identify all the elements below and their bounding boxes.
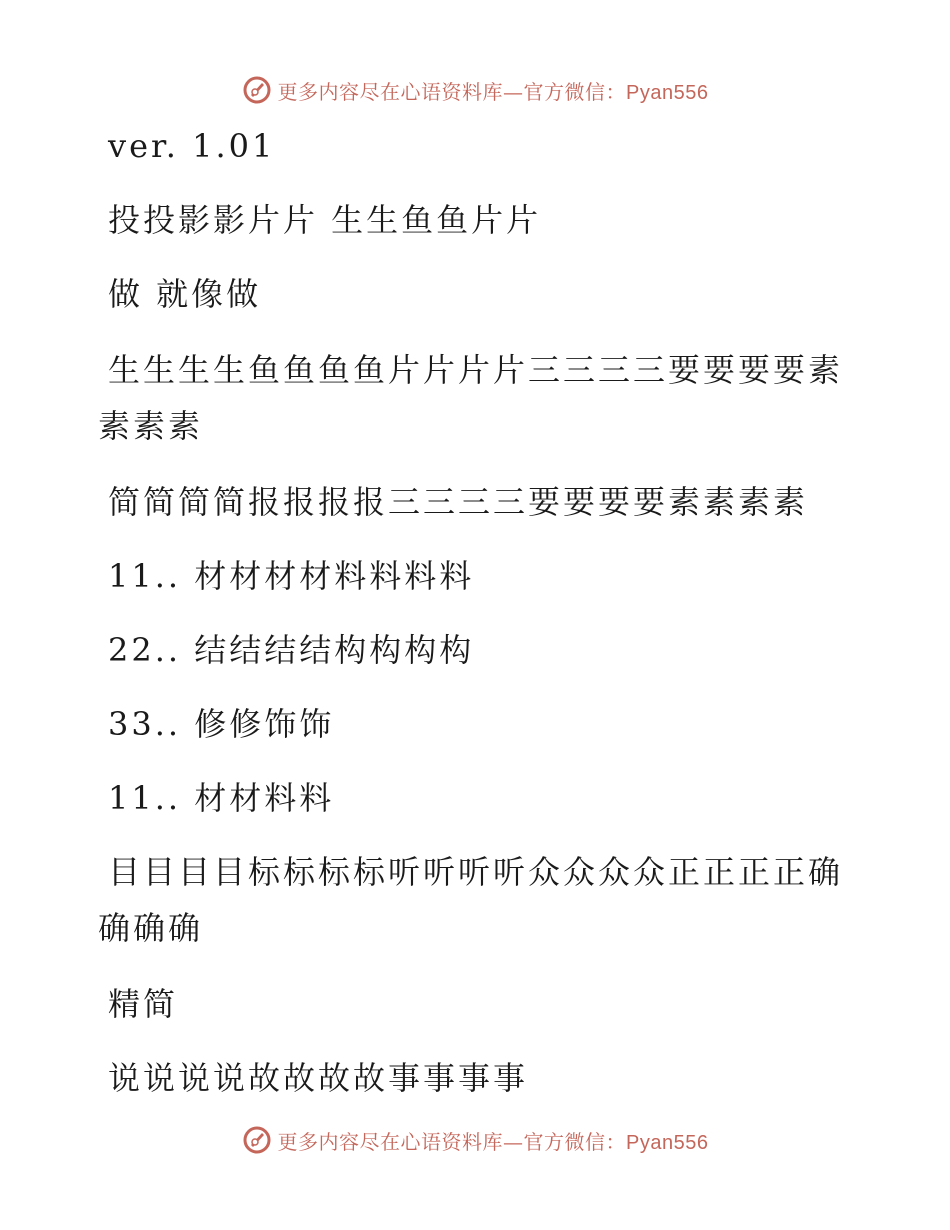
text-line: 说说说说故故故故事事事事 (108, 1059, 529, 1097)
text-line: 精简 (108, 985, 179, 1023)
watermark-text-cn: 更多内容尽在心语资料库—官方微信： (277, 1129, 627, 1154)
list-item: 22.. 结结结结构构构构 (108, 631, 475, 669)
list-item: 33.. 修修饰饰 (108, 705, 335, 743)
watermark-text (278, 76, 709, 105)
text-line: 目目目目标标标标听听听听众众众众正正正正确 (108, 853, 844, 891)
text-line: 生生生生鱼鱼鱼鱼片片片片三三三三要要要要素 (108, 351, 844, 389)
text-line-continued: 确确确 (98, 909, 204, 947)
footer-watermark (0, 1120, 950, 1160)
list-item: 11.. 材材材材料料料料 (108, 557, 475, 595)
watermark-wechat-id: Pyan556 (626, 1131, 709, 1154)
book-quill-logo-icon (242, 75, 272, 105)
header-watermark (0, 70, 950, 110)
book-quill-logo-icon (242, 1125, 272, 1155)
text-line-continued: 素素素 (98, 407, 204, 445)
text-line: 投投影影片片 生生鱼鱼片片 (108, 201, 542, 239)
watermark-wechat-id: Pyan556 (626, 81, 709, 104)
watermark-text (278, 1126, 709, 1155)
text-line: 做 就像做 (108, 275, 262, 313)
text-line: 简简简简报报报报三三三三要要要要素素素素 (108, 483, 809, 521)
version-line: ver. 1.01 (108, 127, 276, 165)
watermark-text-cn: 更多内容尽在心语资料库—官方微信： (277, 79, 627, 104)
list-item: 11.. 材材料料 (108, 779, 335, 817)
